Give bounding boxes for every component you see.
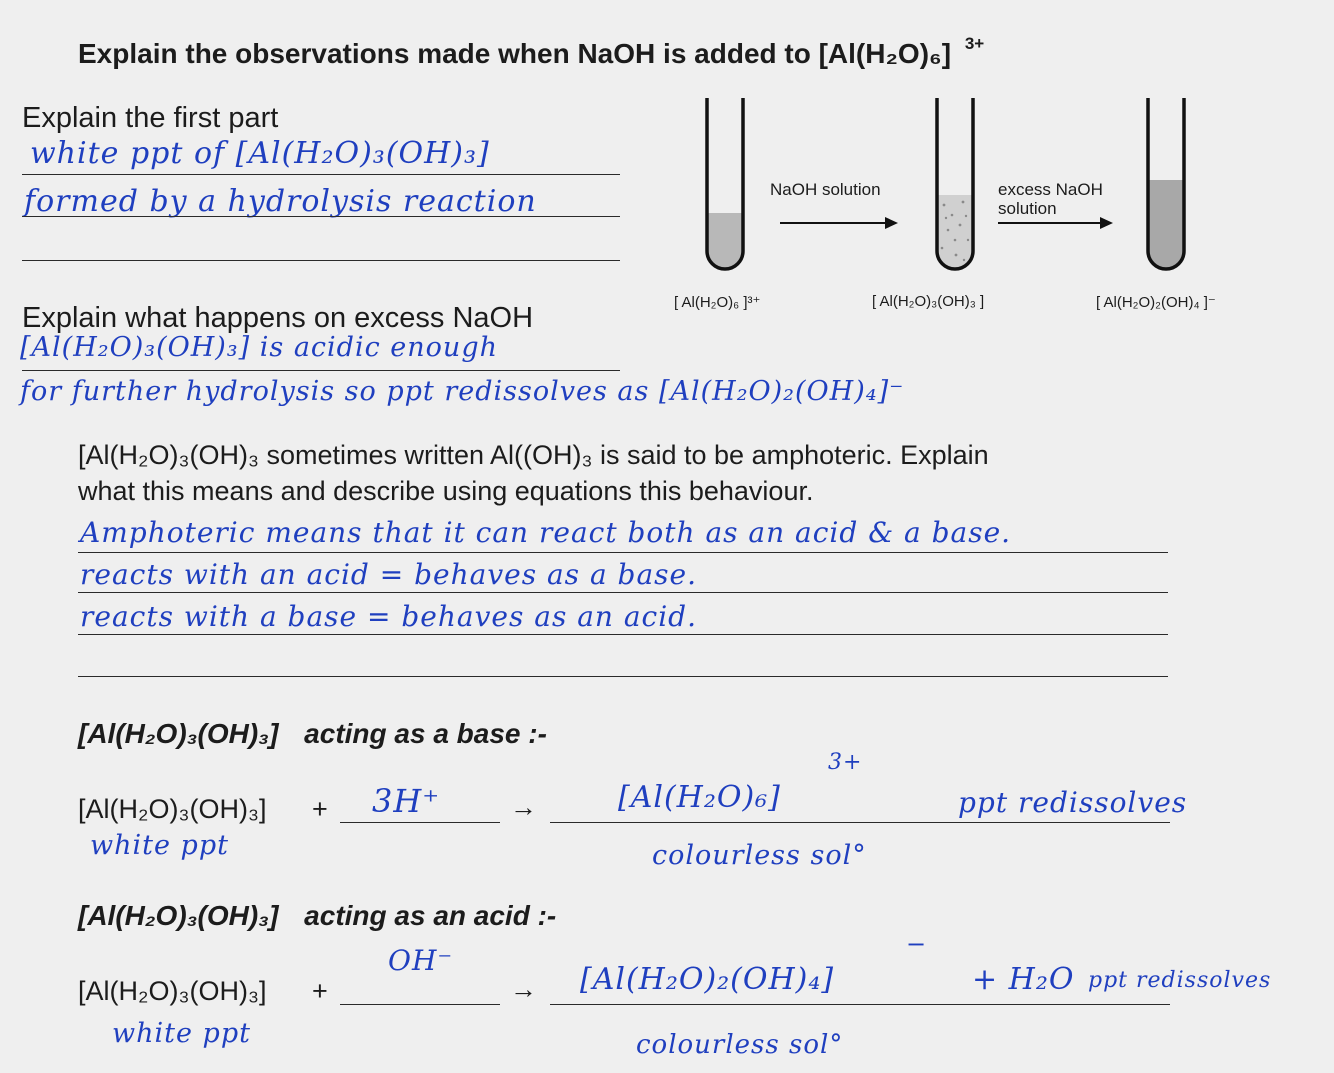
acid-reactant: [Al(H₂O)₃(OH)₃] [78,976,267,1006]
acid-plus: + [312,976,328,1006]
reagent-blank [340,822,500,823]
acid-reagent: OH⁻ [388,944,454,977]
acid-arrow: → [510,974,537,1004]
acid-side-note: ppt redissolves [1088,968,1272,993]
base-heading-formula: [Al(H₂O)₃(OH)₃] [78,718,279,749]
base-side-note: ppt redissolves [958,786,1188,819]
first-part-prompt: Explain the first part [22,102,279,134]
arrow-2-label-line-2: solution [998,199,1057,218]
acid-heading-text: acting as an acid :- [304,900,557,931]
title-text: Explain the observations made when NaOH is added to [Al(H₂O)₆] [78,38,952,69]
base-product-note: colourless sol° [652,840,867,871]
base-product-charge: 3+ [828,750,863,775]
acid-heading [78,900,556,932]
reagent-blank [340,1004,500,1005]
tube-2-caption: [ Al(H₂O)₃(OH)₃ ] [872,293,985,310]
answer-rule [78,634,1168,635]
arrow-1-label: NaOH solution [770,180,881,199]
answer-rule [78,552,1168,553]
answer-rule [78,676,1168,677]
page-title [78,34,985,70]
base-arrow: → [510,792,537,822]
test-tube-1 [707,98,743,269]
tube-1-caption: [ Al(H₂O)₆ ]³⁺ [674,294,761,311]
arrow-2-label-line-1: excess NaOH [998,180,1103,199]
test-tube-2 [937,98,973,269]
acid-product-note: colourless sol° [636,1030,844,1060]
amphoteric-answer-line-2: reacts with an acid = behaves as a base. [80,558,697,591]
base-heading [78,718,547,750]
answer-rule [22,370,620,371]
product-blank [550,822,1170,823]
amphoteric-answer-line-3: reacts with a base = behaves as an acid. [80,600,697,633]
test-tube-diagram [680,90,1240,280]
answer-rule [22,174,620,175]
test-tube-3 [1148,98,1184,269]
tube-3-caption: [ Al(H₂O)₂(OH)₄ ]⁻ [1096,294,1216,311]
base-reagent: 3H⁺ [372,782,441,820]
amphoteric-prompt-line-2: what this means and describe using equations this behaviour. [78,476,814,506]
answer-rule [78,592,1168,593]
base-plus: + [312,794,328,824]
acid-plus-water: + H₂O [972,962,1075,997]
acid-heading-formula: [Al(H₂O)₃(OH)₃] [78,900,279,931]
answer-rule [22,260,620,261]
answer-rule [22,216,620,217]
acid-product: [Al(H₂O)₂(OH)₄] [580,962,835,997]
excess-answer-line-1: [Al(H₂O)₃(OH)₃] is acidic enough [20,332,498,363]
excess-answer-line-2: for further hydrolysis so ppt redissolves as [Al(H₂O)₂(OH)₄]⁻ [20,376,905,407]
arrow-1 [780,217,898,229]
base-product: [Al(H₂O)₆] [618,780,781,815]
base-reactant-note: white ppt [90,830,229,861]
excess-naoh-prompt: Explain what happens on excess NaOH [22,302,534,334]
base-reactant: [Al(H₂O)₃(OH)₃] [78,794,267,824]
acid-product-charge: − [906,930,928,958]
product-blank [550,1004,1170,1005]
first-part-answer-line-1: white ppt of [Al(H₂O)₃(OH)₃] [30,136,490,171]
acid-reactant-note: white ppt [112,1018,251,1049]
title-charge: 3+ [964,34,985,53]
first-part-answer-line-2: formed by a hydrolysis reaction [24,184,537,219]
base-heading-text: acting as a base :- [304,718,547,749]
amphoteric-answer-line-1: Amphoteric means that it can react both as an acid & a base. [80,516,1012,549]
amphoteric-prompt-line-1: [Al(H₂O)₃(OH)₃ sometimes written Al((OH)₃ is said to be amphoteric. Explain [78,440,989,470]
